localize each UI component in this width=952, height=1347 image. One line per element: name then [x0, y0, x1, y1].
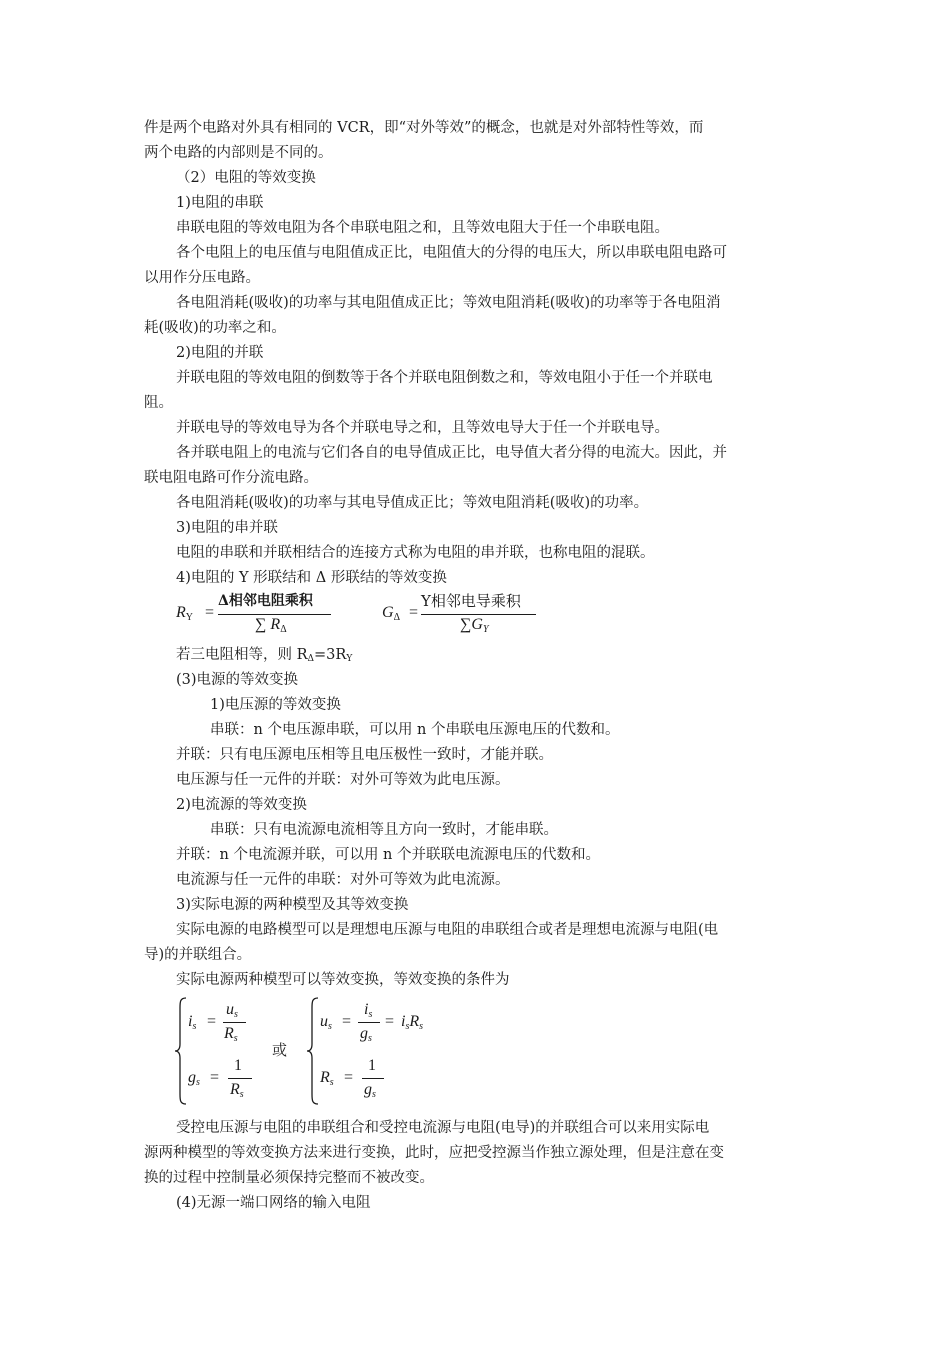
text-line: 阻。 — [144, 395, 173, 411]
text-line: 联电阻电路可作分流电路。 — [144, 470, 318, 486]
text-line: 受控电压源与电阻的串联组合和受控电流源与电阻(电导)的并联组合可以来用实际电 — [176, 1120, 710, 1136]
text-line: 电阻的串联和并联相结合的连接方式称为电阻的串并联，也称电阻的混联。 — [176, 545, 655, 561]
equals-sign: = — [205, 604, 215, 621]
text-line: 电流源与任一元件的串联：对外可等效为此电流源。 — [176, 872, 510, 888]
text-line: 件是两个电路对外具有相同的 VCR，即“对外等效”的概念，也就是对外部特性等效，而 — [144, 120, 704, 136]
eq-numerator: $i_s$ — [364, 1001, 373, 1020]
subsection-heading: 1)电压源的等效变换 — [210, 697, 341, 713]
eq-denominator: $g_s$ — [364, 1081, 376, 1100]
text-line: 电压源与任一元件的并联：对外可等效为此电压源。 — [176, 772, 510, 788]
formula-denominator: ∑ $R_\Delta$ — [255, 616, 287, 635]
formula-numerator: Y相邻电导乘积 — [421, 592, 521, 610]
text-line: 实际电源两种模型可以等效变换，等效变换的条件为 — [176, 972, 510, 988]
eq-lhs: $g_s$ — [188, 1069, 200, 1088]
text-line: 并联：n 个电流源并联，可以用 n 个并联联电流源电压的代数和。 — [176, 847, 601, 863]
eq-lhs: $R_s$ — [320, 1069, 334, 1088]
text-line: 串联：n 个电压源串联，可以用 n 个串联电压源电压的代数和。 — [210, 722, 620, 738]
formula-denominator: $\sum G_Y$ — [460, 616, 489, 635]
eq-denominator: $g_s$ — [360, 1025, 372, 1044]
eq-rhs: $i_sR_s$ — [401, 1013, 424, 1032]
text-line: 并联电阻的等效电阻的倒数等于各个并联电阻倒数之和，等效电阻小于任一个并联电 — [176, 370, 713, 386]
text-line: 并联：只有电压源电压相等且电压极性一致时，才能并联。 — [176, 747, 553, 763]
equals-sign: = — [385, 1013, 395, 1030]
or-text: 或 — [272, 1041, 288, 1059]
eq-denominator: $R_s$ — [224, 1025, 238, 1044]
eq-lhs: $u_s$ — [320, 1013, 332, 1032]
eq-numerator: 1 — [368, 1057, 376, 1074]
equals-sign: = — [342, 1013, 352, 1030]
fraction-bar — [358, 1022, 380, 1023]
formula-subscript: Δ — [393, 612, 400, 623]
text-line: 各个电阻上的电压值与电阻值成正比，电阻值大的分得的电压大，所以串联电阻电路可 — [176, 245, 727, 261]
text-line: 导)的并联组合。 — [144, 947, 252, 963]
fraction-bar — [362, 1078, 384, 1079]
fraction-bar — [223, 1022, 246, 1023]
subsection-heading: 2)电阻的并联 — [176, 345, 264, 361]
left-brace-icon — [306, 996, 320, 1106]
subsection-heading: 2)电流源的等效变换 — [176, 797, 307, 813]
fraction-bar — [228, 1078, 252, 1079]
subsection-heading: 3)电阻的串并联 — [176, 520, 278, 536]
text-line: 耗(吸收)的功率之和。 — [144, 320, 286, 336]
subsection-heading: 4)电阻的 Y 形联结和 Δ 形联结的等效变换 — [176, 570, 447, 586]
text-line: 各电阻消耗(吸收)的功率与其电阻值成正比；等效电阻消耗(吸收)的功率等于各电阻消 — [176, 295, 721, 311]
text-line: 各电阻消耗(吸收)的功率与其电导值成正比；等效电阻消耗(吸收)的功率。 — [176, 495, 649, 511]
formula-symbol: G — [382, 604, 394, 621]
text-line: 换的过程中控制量必须保持完整而不被改变。 — [144, 1170, 434, 1186]
text-line: 串联电阻的等效电阻为各个串联电阻之和，且等效电阻大于任一个串联电阻。 — [176, 220, 669, 236]
eq-numerator: 1 — [234, 1057, 242, 1074]
formula-symbol: R — [176, 604, 186, 621]
formula-subscript: Y — [185, 612, 194, 623]
eq-numerator: $u_s$ — [226, 1001, 238, 1020]
formula-numerator: Δ相邻电阻乘积 — [218, 593, 313, 609]
subsection-heading: 3)实际电源的两种模型及其等效变换 — [176, 897, 409, 913]
subsection-heading: 1)电阻的串联 — [176, 195, 264, 211]
text-line: 若三电阻相等，则 RΔ=3RY — [176, 647, 353, 664]
eq-denominator: $R_s$ — [230, 1081, 244, 1100]
section-heading: (3)电源的等效变换 — [176, 672, 299, 688]
eq-lhs: $i_s$ — [188, 1013, 197, 1032]
equals-sign: = — [409, 604, 419, 621]
text-line: 并联电导的等效电导为各个并联电导之和，且等效电导大于任一个并联电导。 — [176, 420, 669, 436]
section-heading: (4)无源一端口网络的输入电阻 — [176, 1195, 371, 1211]
text-line: 以用作分压电路。 — [144, 270, 260, 286]
text-line: 各并联电阻上的电流与它们各自的电导值成正比，电导值大者分得的电流大。因此，并 — [176, 445, 727, 461]
equals-sign: = — [344, 1069, 354, 1086]
equals-sign: = — [210, 1069, 220, 1086]
text-line: 两个电路的内部则是不同的。 — [144, 145, 333, 161]
text-line: 实际电源的电路模型可以是理想电压源与电阻的串联组合或者是理想电流源与电阻(电 — [176, 922, 719, 938]
equals-sign: = — [207, 1013, 217, 1030]
text-line: 串联：只有电流源电流相等且方向一致时，才能串联。 — [210, 822, 558, 838]
text-line: 源两种模型的等效变换方法来进行变换，此时，应把受控源当作独立源处理，但是注意在变 — [144, 1145, 724, 1161]
left-brace-icon — [174, 996, 188, 1106]
section-heading: （2）电阻的等效变换 — [176, 170, 316, 186]
